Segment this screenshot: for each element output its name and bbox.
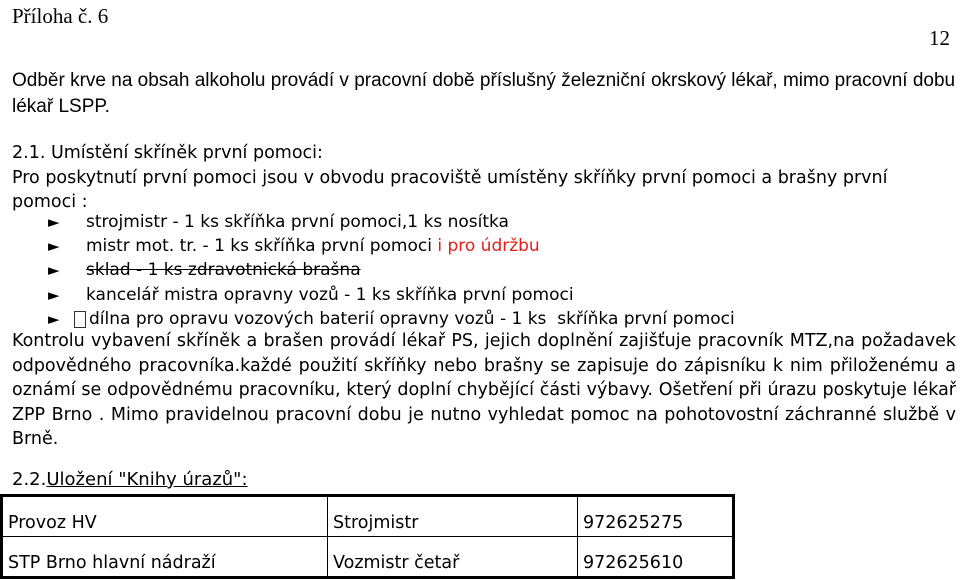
table-row [2,537,734,578]
missing-glyph-icon [74,311,86,328]
table-row [2,496,734,537]
list-item [48,234,540,258]
table-cell: Provoz HV [2,496,328,537]
section-2-1-paragraph-2: Kontrolu vybavení skříněk a brašen provádí lékař PS, jejich doplnění zajišťuje pracovník MTZ,na požadavek odpovědného pracovníka.každé použití skříňky nebo brašny se zapisuje do zápisníku k nim přiloženému a oznámí se odpovědnému pracovníku, který doplní chybějící části výbavy. Ošetření při úrazu poskytuje lékař ZPP Brno . Mimo pravidelnou pracovní dobu je nutno vyhledat pomoc na pohotovostní záchranné službě v Brně. [12,331,956,450]
list-item-highlight: i pro údržbu [437,236,540,256]
list-item-text: kancelář mistra opravny vozů - 1 ks skříňka první pomoci [86,285,574,305]
section-2-2-number: 2.2. [12,469,47,490]
bullet-arrow-icon: ► [48,261,60,279]
bullet-arrow-icon: ► [48,237,60,255]
list-item [48,283,574,307]
bullet-arrow-icon: ► [48,286,60,304]
section-2-2-heading: Uložení "Knihy úrazů": [46,469,248,490]
list-item [48,307,735,331]
list-item [48,210,509,234]
attachment-title: Příloha č. 6 [12,4,109,28]
section-2-2-title [12,469,248,490]
table-cell: 972625610 [578,537,734,578]
list-item-text-struck: sklad - 1 ks zdravotnická brašna [86,260,361,280]
table-cell: 972625275 [578,496,734,537]
list-item [48,258,361,282]
table-cell: Vozmistr četař [328,537,578,578]
section-2-1-title: 2.1. Umístění skříněk první pomoci: [12,143,323,163]
list-item-text: dílna pro opravu vozových baterií opravny vozů - 1 ks skříňka první pomoci [89,309,735,329]
table-cell: STP Brno hlavní nádraží [2,537,328,578]
list-item-text: strojmistr - 1 ks skříňka první pomoci,1 ks nosítka [86,212,509,232]
section-2-1-paragraph: Pro poskytnutí první pomoci jsou v obvodu pracoviště umístěny skříňky první pomoci a brašny první pomoci : [12,168,888,212]
bullet-arrow-icon: ► [48,310,60,328]
bullet-arrow-icon: ► [48,213,60,231]
intro-paragraph: Odběr krve na obsah alkoholu provádí v pracovní době příslušný železniční okrskový lékař, mimo pracovní dobu lékař LSPP. [12,70,956,117]
list-item-text: mistr mot. tr. - 1 ks skříňka první pomoci [86,236,438,256]
contacts-table [0,494,735,579]
page-number: 12 [929,26,950,50]
table-cell: Strojmistr [328,496,578,537]
